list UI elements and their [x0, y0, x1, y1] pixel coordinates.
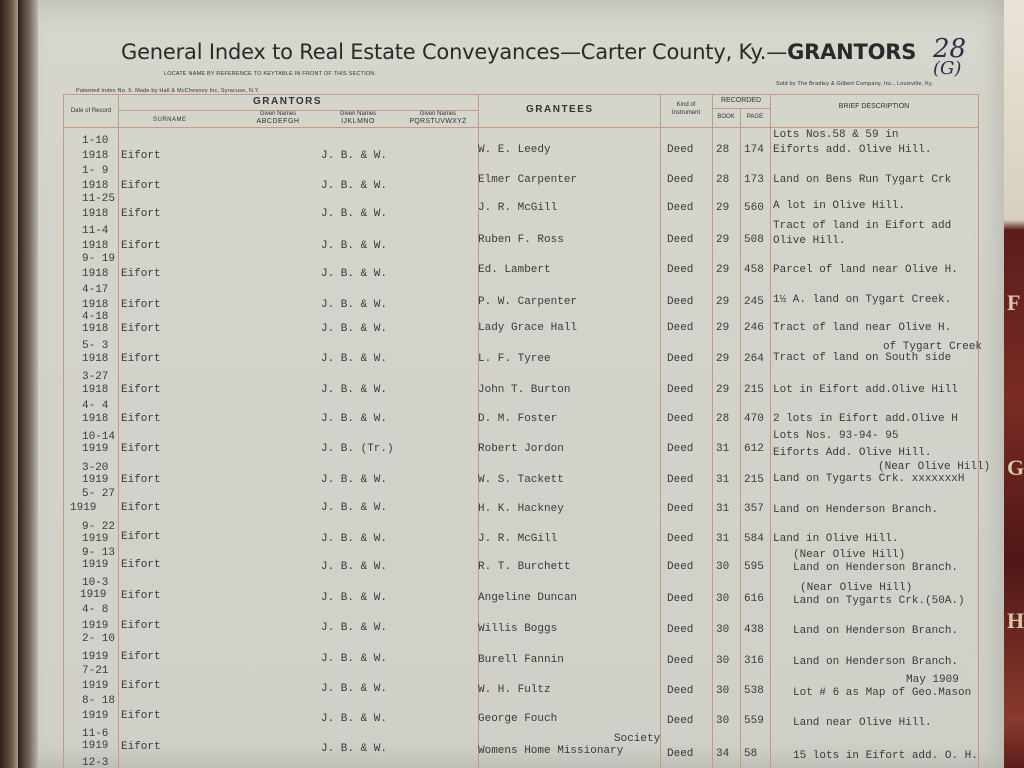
grantor-given: J. B. & W. [321, 150, 388, 162]
description: Eiforts Add. Olive Hill. [773, 447, 932, 459]
header-given3-letters: PQRSTUVWXYZ [409, 118, 467, 125]
book-number: 29 [716, 264, 730, 276]
description-top: Lots Nos. 93-94- 95 [773, 430, 899, 442]
book-number: 29 [716, 322, 730, 334]
description: Land on Henderson Branch. [793, 562, 959, 574]
record-month-day: 4-17 [82, 284, 109, 296]
grantor-surname: Eifort [121, 299, 161, 311]
record-month-day: 10-14 [82, 431, 116, 443]
grantee-name: R. T. Burchett [478, 561, 571, 573]
page-number: 28 [933, 34, 967, 64]
description-top: May 1909 [906, 674, 959, 686]
table-row [18, 728, 1004, 762]
record-month-day: 11-25 [82, 193, 116, 205]
grantor-given: J. B. & W. [321, 683, 388, 695]
grantee-name: Angeline Duncan [478, 592, 578, 604]
grantor-surname: Eifort [121, 680, 161, 692]
grantee-name: Lady Grace Hall [478, 322, 578, 334]
ledger-page [18, 0, 1004, 768]
grantor-given: J. B. & W. [321, 384, 388, 396]
grantor-surname: Eifort [121, 353, 161, 365]
page-number-cell: 508 [744, 234, 764, 246]
description: Land on Henderson Branch. [793, 656, 959, 668]
adjacent-page-edge [1004, 0, 1024, 768]
grantor-surname: Eifort [121, 474, 161, 486]
description: 2 lots in Eifort add.Olive H [773, 413, 958, 425]
instrument-kind: Deed [667, 533, 694, 545]
description-top: (Near Olive Hill) [878, 461, 991, 473]
page-number-cell: 595 [744, 561, 764, 573]
header-given1-letters: ABCDEFGH [256, 118, 300, 125]
grantor-given: J. B. & W. [321, 474, 388, 486]
description: Land on Bens Run Tygart Crk [773, 174, 952, 186]
table-row [18, 284, 1004, 311]
tab-letter-h: H [1007, 608, 1024, 633]
header-description: BRIEF DESCRIPTION [838, 103, 910, 110]
record-month-day: 5- 3 [82, 340, 109, 352]
page-number-cell: 559 [744, 715, 764, 727]
book-number: 34 [716, 748, 730, 760]
description: Land on Tygarts Crk.(50A.) [793, 595, 965, 607]
table-row [18, 253, 1004, 280]
top-rule [63, 94, 978, 95]
record-month-day: 11-4 [82, 225, 109, 237]
page-number-cell: 560 [744, 202, 764, 214]
instrument-kind: Deed [667, 655, 694, 667]
page-number-cell: 538 [744, 685, 764, 697]
book-number: 30 [716, 685, 730, 697]
page-number-cell: 264 [744, 353, 764, 365]
description: Lot in Eifort add.Olive Hill [773, 384, 958, 396]
table-row [18, 165, 1004, 192]
grantor-given: J. B. & W. [321, 323, 388, 335]
grantee-name: W. E. Leedy [478, 144, 551, 156]
tab-letter-f: F [1007, 290, 1021, 315]
grantee-name: Ed. Lambert [478, 264, 551, 276]
record-year: 1919 [82, 680, 109, 692]
page-number-cell: 173 [744, 174, 764, 186]
instrument-kind: Deed [667, 353, 694, 365]
record-month-day: 7-21 [82, 665, 109, 677]
grantee-name: J. R. McGill [478, 202, 558, 214]
table-row [18, 400, 1004, 425]
grantor-surname: Eifort [121, 443, 161, 455]
record-year: 1919 [70, 502, 97, 514]
header-grantors: GRANTORS [253, 96, 323, 107]
table-row [18, 193, 1004, 220]
record-month-day: 4- 8 [82, 604, 109, 616]
book-number: 29 [716, 384, 730, 396]
grantor-given: J. B. & W. [321, 653, 388, 665]
grantor-surname: Eifort [121, 590, 161, 602]
grantor-given: J. B. & W. [321, 622, 388, 634]
record-month-day: 11-6 [82, 728, 109, 740]
recorded-sub-rule [712, 108, 770, 109]
record-year: 1918 [82, 384, 109, 396]
header-date: Date of Record [70, 108, 112, 114]
record-year: 1918 [82, 180, 109, 192]
instrument-kind: Deed [667, 234, 694, 246]
description: A lot in Olive Hill. [773, 200, 906, 212]
instrument-kind: Deed [667, 748, 694, 760]
table-row [18, 521, 1004, 547]
grantor-given: J. B. & W. [321, 208, 388, 220]
page-number-cell: 215 [744, 384, 764, 396]
header-given2-letters: IJKLMNO [341, 118, 375, 125]
grantor-surname: Eifort [121, 240, 161, 252]
sold-note: Sold by The Bradley & Gilbert Company, Inc., Louisville, Ky. [776, 81, 934, 87]
record-year: 1919 [82, 620, 109, 632]
grantor-surname: Eifort [121, 384, 161, 396]
grantor-given: J. B. (Tr.) [321, 443, 394, 455]
grantor-surname: Eifort [121, 620, 161, 632]
description-top: of Tygart Creek [883, 341, 983, 353]
description: Tract of land near Olive H. [773, 322, 952, 334]
record-month-day: 12-3 [82, 757, 109, 768]
header-kind: Kind of Instrument [671, 102, 701, 116]
grantor-surname: Eifort [121, 268, 161, 280]
description: Land on Tygarts Crk. xxxxxxxH [773, 473, 965, 485]
page-number-cell: 616 [744, 593, 764, 605]
description: Olive Hill. [773, 235, 846, 247]
grantor-surname: Eifort [121, 150, 161, 162]
table-row [18, 633, 1004, 668]
header-grantees: GRANTEES [526, 104, 594, 115]
page-number-cell: 58 [744, 748, 758, 760]
grantor-given: J. B. & W. [321, 299, 388, 311]
header-surname: SURNAME [153, 117, 187, 123]
page-number-cell: 215 [744, 474, 764, 486]
table-row [18, 311, 1004, 336]
book-number: 30 [716, 715, 730, 727]
grantor-surname: Eifort [121, 741, 161, 753]
grantee-name: L. F. Tyree [478, 353, 551, 365]
instrument-kind: Deed [667, 174, 694, 186]
header-bottom-rule [63, 127, 978, 128]
grantee-name: Elmer Carpenter [478, 174, 578, 186]
description-top: Tract of land in Eifort add [773, 220, 952, 232]
book-number: 30 [716, 624, 730, 636]
header-given2-label: Given Names [339, 111, 377, 117]
record-month-day: 3-20 [82, 462, 109, 474]
grantee-name: W. S. Tackett [478, 474, 564, 486]
grantor-surname: Eifort [121, 651, 161, 663]
instrument-kind: Deed [667, 685, 694, 697]
instrument-kind: Deed [667, 144, 694, 156]
description: Land in Olive Hill. [773, 533, 899, 545]
record-month-day: 1-10 [82, 135, 109, 147]
table-row [18, 604, 1004, 637]
grantor-surname: Eifort [121, 710, 161, 722]
grantee-name: Burell Fannin [478, 654, 564, 666]
record-year: 1918 [82, 268, 109, 280]
instrument-kind: Deed [667, 474, 694, 486]
table-row [18, 371, 1004, 396]
record-month-day: 8- 18 [82, 695, 116, 707]
grantor-given: J. B. & W. [321, 353, 388, 365]
grantee-name: D. M. Foster [478, 413, 558, 425]
page-letter: (G) [933, 58, 962, 79]
instrument-kind: Deed [667, 202, 694, 214]
table-row [18, 665, 1004, 699]
instrument-kind: Deed [667, 264, 694, 276]
book-number: 30 [716, 593, 730, 605]
table-row [18, 461, 1004, 487]
table-row [18, 695, 1004, 729]
grantee-name: John T. Burton [478, 384, 571, 396]
grantee-name: George Fouch [478, 713, 558, 725]
record-year: 1919 [82, 474, 109, 486]
grantee-name: Ruben F. Ross [478, 234, 564, 246]
grantor-given: J. B. & W. [321, 533, 388, 545]
description-top: Lots Nos.58 & 59 in [773, 129, 899, 141]
page-number-cell: 316 [744, 655, 764, 667]
description: Lot # 6 as Map of Geo.Mason [793, 687, 972, 699]
record-year: 1919 [82, 740, 109, 752]
locate-note: LOCATE NAME BY REFERENCE TO KEYTABLE IN FRONT OF THIS SECTION. [164, 71, 377, 77]
record-month-day: 5- 27 [82, 488, 116, 500]
grantor-given: J. B. & W. [321, 413, 388, 425]
grantor-given: J. B. & W. [321, 502, 388, 514]
page-number-cell: 584 [744, 533, 764, 545]
description: 1½ A. land on Tygart Creek. [773, 294, 952, 306]
instrument-kind: Deed [667, 322, 694, 334]
page-number-cell: 245 [744, 296, 764, 308]
record-month-day: 3-27 [82, 371, 109, 383]
record-year: 1918 [82, 299, 109, 311]
grantee-name: J. R. McGill [478, 533, 558, 545]
record-year: 1919 [82, 559, 109, 571]
description: Land on Henderson Branch. [773, 504, 939, 516]
book-number: 28 [716, 174, 730, 186]
description: Parcel of land near Olive H. [773, 264, 958, 276]
page-number-cell: 174 [744, 144, 764, 156]
grantor-surname: Eifort [121, 531, 161, 543]
description: Tract of land on South side [773, 352, 952, 364]
description: Land near Olive Hill. [793, 717, 932, 729]
grantor-surname: Eifort [121, 559, 161, 571]
grantor-given: J. B. & W. [321, 240, 388, 252]
page-number-cell: 246 [744, 322, 764, 334]
record-year: 1918 [82, 208, 109, 220]
book-number: 29 [716, 353, 730, 365]
table-row [18, 488, 1004, 517]
page-number-cell: 470 [744, 413, 764, 425]
book-number: 31 [716, 474, 730, 486]
description: Eiforts add. Olive Hill. [773, 144, 932, 156]
record-month-day: 1- 9 [82, 165, 109, 177]
page-number-cell: 458 [744, 264, 764, 276]
header-given3-label: Given Names [419, 111, 457, 117]
grantor-given: J. B. & W. [321, 268, 388, 280]
grantor-surname: Eifort [121, 208, 161, 220]
description-top: (Near Olive Hill) [800, 582, 913, 594]
grantor-given: J. B. & W. [321, 592, 388, 604]
title-bold: GRANTORS [787, 40, 917, 64]
record-year: 1918 [82, 413, 109, 425]
grantor-given: J. B. & W. [321, 561, 388, 573]
book-number: 31 [716, 533, 730, 545]
grantee-name: Womens Home Missionary [478, 745, 624, 757]
title-text: General Index to Real Estate Conveyances—Carter County, Ky.— [121, 40, 788, 64]
record-month-day: 4- 4 [82, 400, 109, 412]
instrument-kind: Deed [667, 624, 694, 636]
grantor-surname: Eifort [121, 180, 161, 192]
book-number: 30 [716, 561, 730, 573]
page-number-cell: 438 [744, 624, 764, 636]
table-row [18, 340, 1004, 365]
description: Land on Henderson Branch. [793, 625, 959, 637]
record-month-day: 10-3 [82, 577, 109, 589]
instrument-kind: Deed [667, 296, 694, 308]
book-number: 28 [716, 413, 730, 425]
record-year: 1918 [82, 150, 109, 162]
page-title [121, 40, 916, 64]
maker-note: Patented Index No. 5. Made by Hall & McChesney Inc, Syracuse, N.Y. [76, 88, 260, 94]
record-year: 1919 [82, 710, 109, 722]
instrument-kind: Deed [667, 593, 694, 605]
book-number: 29 [716, 202, 730, 214]
record-month-day: 2- 10 [82, 633, 116, 645]
book-number: 30 [716, 655, 730, 667]
description: 15 lots in Eifort add. O. H. [793, 750, 978, 762]
tab-letter-g: G [1007, 455, 1024, 480]
record-year: 1918 [82, 323, 109, 335]
grantor-surname: Eifort [121, 502, 161, 514]
book-number: 29 [716, 296, 730, 308]
instrument-kind: Deed [667, 413, 694, 425]
table-row [18, 547, 1004, 575]
grantor-surname: Eifort [121, 323, 161, 335]
record-year: 1918 [82, 240, 109, 252]
grantee-name: Robert Jordon [478, 443, 564, 455]
instrument-kind: Deed [667, 443, 694, 455]
record-month-day: 9- 13 [82, 547, 116, 559]
grantor-given: J. B. & W. [321, 743, 388, 755]
table-row [18, 430, 1004, 459]
record-month-day: 9- 19 [82, 253, 116, 265]
grantor-given: J. B. & W. [321, 713, 388, 725]
book-number: 29 [716, 234, 730, 246]
header-page: PAGE [746, 114, 764, 120]
grantee-name-top: Society [614, 733, 661, 745]
grantee-name: Willis Boggs [478, 623, 558, 635]
instrument-kind: Deed [667, 715, 694, 727]
page-number-cell: 357 [744, 503, 764, 515]
header-recorded: RECORDED [720, 97, 762, 104]
description-top: (Near Olive Hill) [793, 549, 906, 561]
table-row [18, 220, 1004, 252]
header-given1-label: Given Names [259, 111, 297, 117]
record-year: 1919 [82, 651, 109, 663]
grantee-name: W. H. Fultz [478, 684, 551, 696]
grantor-surname: Eifort [121, 413, 161, 425]
instrument-kind: Deed [667, 503, 694, 515]
record-year: 1919 [80, 589, 107, 601]
grantee-name: H. K. Hackney [478, 503, 564, 515]
grantor-given: J. B. & W. [321, 180, 388, 192]
book-number: 31 [716, 443, 730, 455]
header-book: BOOK [717, 114, 735, 120]
book-number: 31 [716, 503, 730, 515]
record-year: 1919 [82, 533, 109, 545]
book-number: 28 [716, 144, 730, 156]
page-number-cell: 612 [744, 443, 764, 455]
grantee-name: P. W. Carpenter [478, 296, 578, 308]
record-month-day: 4-18 [82, 311, 109, 323]
instrument-kind: Deed [667, 561, 694, 573]
record-month-day: 9- 22 [82, 521, 116, 533]
table-row [18, 129, 1004, 162]
instrument-kind: Deed [667, 384, 694, 396]
table-row [18, 577, 1004, 607]
record-year: 1918 [82, 353, 109, 365]
table-row [18, 757, 1004, 768]
record-year: 1919 [82, 443, 109, 455]
